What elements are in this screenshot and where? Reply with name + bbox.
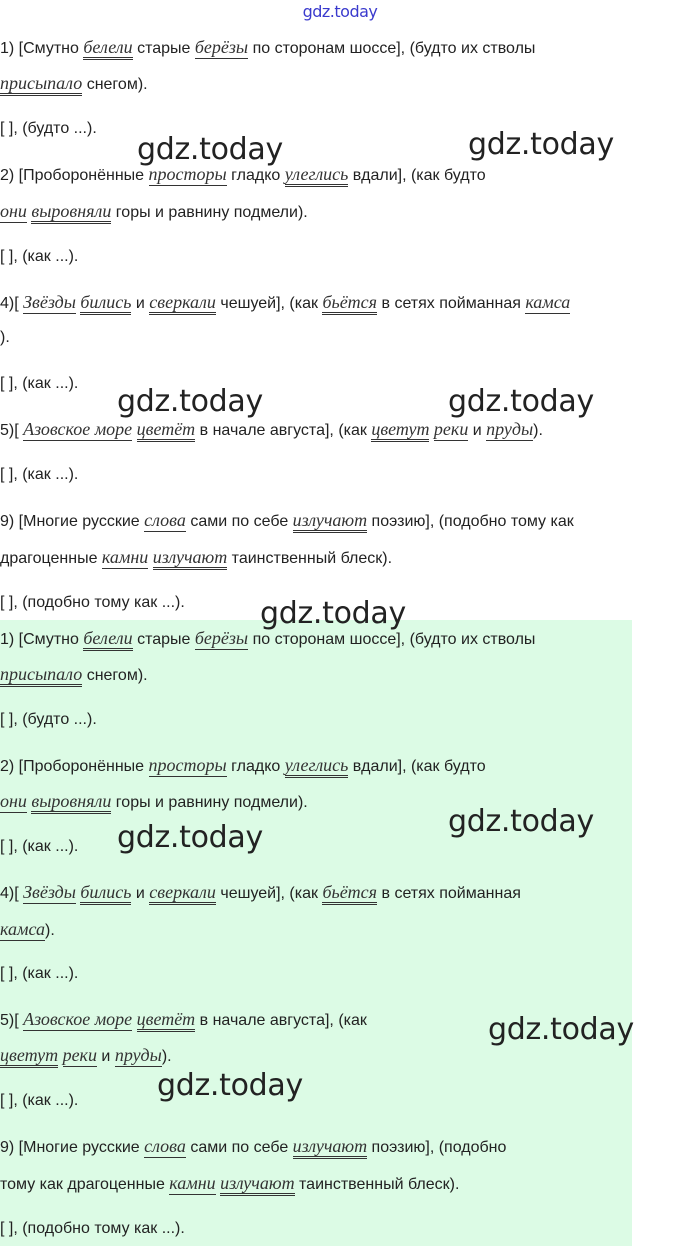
predicate: белели	[83, 628, 132, 651]
b1-s2-scheme: [ ], (как ...).	[0, 248, 79, 265]
subject: реки	[433, 419, 469, 439]
watermark: gdz.today	[468, 127, 614, 162]
subject: пруды	[486, 419, 534, 439]
watermark: gdz.today	[157, 1068, 303, 1103]
subject: реки	[62, 1045, 97, 1065]
predicate: излучают	[153, 547, 227, 570]
subject: они	[0, 791, 27, 811]
b1-s4-line1: 5)[ Азовское море цветёт в начале августа], (как цветут реки и пруды).	[0, 418, 543, 442]
predicate: бьётся	[322, 882, 377, 905]
predicate: бьётся	[322, 292, 377, 315]
predicate: улеглись	[285, 164, 349, 187]
subject: берёзы	[194, 628, 249, 648]
predicate: излучают	[220, 1173, 294, 1196]
watermark: gdz.today	[117, 384, 263, 419]
b2-s5-scheme: [ ], (подобно тому как ...).	[0, 1220, 185, 1237]
subject: они	[0, 201, 27, 221]
b1-s2-line2: они выровняли горы и равнину подмели).	[0, 200, 308, 224]
b2-s2-line1: 2) [Проборонённые просторы гладко улеглись вдали], (как будто	[0, 754, 486, 778]
subject: Звёзды	[23, 292, 76, 312]
subject: слова	[144, 1136, 186, 1156]
b2-s1-line2: присыпало снегом).	[0, 663, 148, 687]
b2-s5-line2: тому как драгоценные камни излучают таинственный блеск).	[0, 1172, 459, 1196]
site-header[interactable]: gdz.today	[302, 2, 378, 21]
subject: камса	[0, 919, 45, 939]
b1-s4-scheme: [ ], (как ...).	[0, 466, 79, 483]
predicate: цветут	[0, 1045, 58, 1068]
predicate: сверкали	[149, 882, 216, 905]
predicate: цветёт	[137, 419, 196, 442]
subject: Азовское море	[23, 419, 133, 439]
predicate: цветут	[371, 419, 429, 442]
watermark: gdz.today	[260, 596, 406, 631]
watermark: gdz.today	[117, 820, 263, 855]
subject: слова	[144, 510, 186, 530]
b2-s4-line2: цветут реки и пруды).	[0, 1044, 172, 1068]
b2-s4-scheme: [ ], (как ...).	[0, 1092, 79, 1109]
predicate: цветёт	[137, 1009, 196, 1032]
predicate: выровняли	[31, 201, 111, 224]
b1-s5-line2: драгоценные камни излучают таинственный блеск).	[0, 546, 392, 570]
watermark: gdz.today	[448, 384, 594, 419]
subject: Звёзды	[23, 882, 76, 902]
b2-s2-scheme: [ ], (как ...).	[0, 838, 79, 855]
watermark: gdz.today	[448, 804, 594, 839]
subject: камни	[169, 1173, 216, 1193]
predicate: присыпало	[0, 664, 82, 687]
predicate: сверкали	[149, 292, 216, 315]
predicate: выровняли	[31, 791, 111, 814]
b1-s5-scheme: [ ], (подобно тому как ...).	[0, 594, 185, 611]
b1-s1-scheme: [ ], (будто ...).	[0, 120, 97, 137]
predicate: излучают	[293, 510, 367, 533]
b2-s3-line2: камса).	[0, 919, 55, 939]
predicate: излучают	[293, 1136, 367, 1159]
b2-s4-line1: 5)[ Азовское море цветёт в начале августа], (как	[0, 1008, 367, 1032]
subject: пруды	[114, 1045, 162, 1065]
b1-s1-line1: 1) [Смутно белели старые берёзы по сторонам шоссе], (будто их стволы	[0, 36, 535, 60]
predicate: улеглись	[285, 755, 349, 778]
predicate: бились	[80, 882, 131, 905]
watermark: gdz.today	[488, 1012, 634, 1047]
subject: камни	[101, 547, 149, 567]
b2-s1-line1: 1) [Смутно белели старые берёзы по сторонам шоссе], (будто их стволы	[0, 627, 535, 651]
subject: камса	[525, 292, 571, 312]
predicate: белели	[83, 37, 132, 60]
b1-s3-line2: ).	[0, 329, 10, 346]
predicate: присыпало	[0, 73, 82, 96]
subject: берёзы	[194, 37, 249, 57]
b1-s3-scheme: [ ], (как ...).	[0, 375, 79, 392]
b1-s3-line1: 4)[ Звёзды бились и сверкали чешуей], (как бьётся в сетях пойманная камса	[0, 291, 570, 315]
b2-s1-scheme: [ ], (будто ...).	[0, 711, 97, 728]
predicate: бились	[80, 292, 131, 315]
b1-s2-line1: 2) [Проборонённые просторы гладко улеглись вдали], (как будто	[0, 163, 486, 187]
b2-s5-line1: 9) [Многие русские слова сами по себе излучают поэзию], (подобно	[0, 1135, 506, 1159]
watermark: gdz.today	[137, 132, 283, 167]
subject: просторы	[148, 755, 227, 775]
b2-s3-line1: 4)[ Звёзды бились и сверкали чешуей], (как бьётся в сетях пойманная	[0, 881, 521, 905]
subject: Азовское море	[23, 1009, 133, 1029]
b2-s2-line2: они выровняли горы и равнину подмели).	[0, 790, 308, 814]
b2-s3-scheme: [ ], (как ...).	[0, 965, 79, 982]
b1-s1-line2: присыпало снегом).	[0, 72, 148, 96]
b1-s5-line1: 9) [Многие русские слова сами по себе излучают поэзию], (подобно тому как	[0, 509, 574, 533]
subject: просторы	[148, 164, 227, 184]
